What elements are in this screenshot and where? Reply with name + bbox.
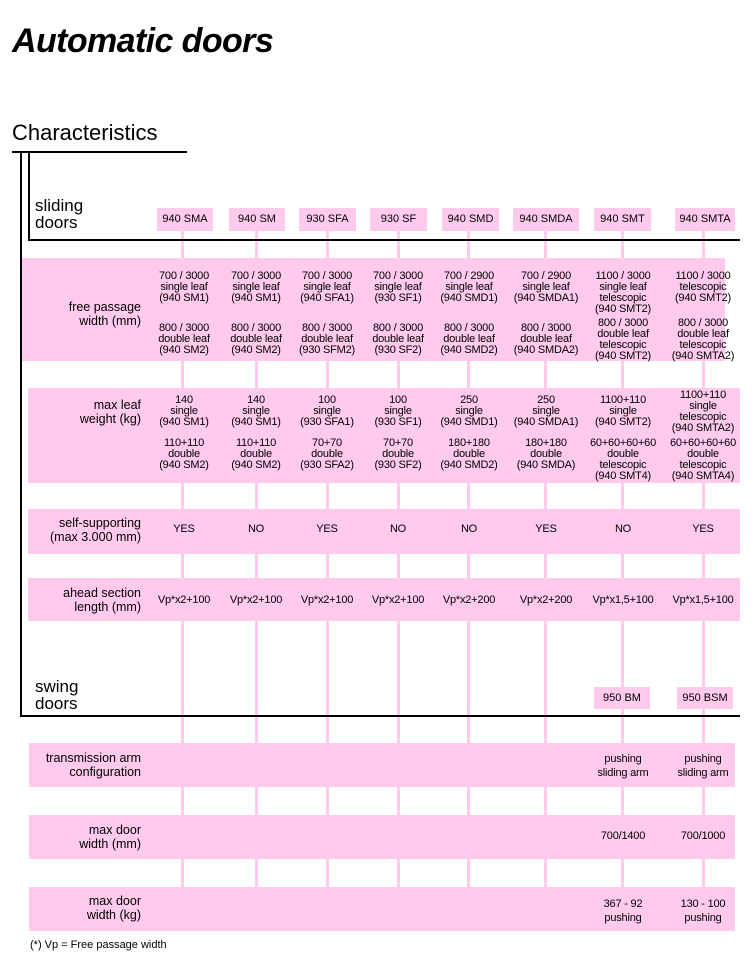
cell-leaf-weight-940-smta-double: 60+60+60+60 double telescopic (940 SMTA4): [669, 437, 736, 482]
model-header-940-smt: 940 SMT: [594, 208, 651, 231]
cell-transmission-arm-950-bm: pushing sliding arm: [597, 753, 649, 779]
cell-max-door-width-kg-950-bsm: 130 - 100 pushing: [680, 898, 726, 924]
cell-free-passage-930-sfa-single: 700 / 3000 single leaf (940 SFA1): [300, 270, 354, 304]
cell-leaf-weight-940-sm-double: 110+110 double (940 SM2): [231, 437, 281, 471]
cell-leaf-weight-940-smt-single: 1100+110 single (940 SMT2): [594, 394, 652, 428]
sliding-doors-label: sliding doors: [35, 196, 84, 232]
cell-self-supporting-930-sf: NO: [389, 523, 407, 535]
cell-free-passage-930-sf-double: 800 / 3000 double leaf (930 SF2): [372, 322, 424, 356]
row-label-max-door-width-kg: max door width (kg): [86, 894, 141, 922]
section-underline: [12, 151, 187, 153]
cell-leaf-weight-930-sf-double: 70+70 double (930 SF2): [374, 437, 422, 471]
cell-leaf-weight-940-smd-single: 250 single (940 SMD1): [440, 394, 498, 428]
model-header-940-smda: 940 SMDA: [513, 208, 579, 231]
cell-leaf-weight-940-sma-single: 140 single (940 SM1): [159, 394, 209, 428]
model-header-950-bm: 950 BM: [594, 687, 650, 709]
row-label-free-passage-width: free passage width (mm): [68, 300, 141, 328]
cell-transmission-arm-950-bsm: pushing sliding arm: [677, 753, 729, 779]
cell-max-door-width-kg-950-bm: 367 - 92 pushing: [603, 898, 643, 924]
cell-max-door-width-mm-950-bsm: 700/1000: [680, 830, 726, 842]
cell-free-passage-940-smd-double: 800 / 3000 double leaf (940 SMD2): [440, 322, 498, 356]
swing-bracket-horizontal-line: [20, 715, 740, 717]
swing-doors-label: swing doors: [35, 677, 79, 713]
model-header-940-sma: 940 SMA: [157, 208, 213, 231]
section-title: Characteristics: [12, 120, 158, 145]
cell-leaf-weight-940-smta-single: 1100+110 single telescopic (940 SMTA2): [671, 389, 735, 434]
cell-leaf-weight-930-sf-single: 100 single (930 SF1): [374, 394, 422, 428]
cell-leaf-weight-940-smda-single: 250 single (940 SMDA1): [513, 394, 579, 428]
model-header-950-bsm: 950 BSM: [677, 687, 733, 709]
row-label-self-supporting: self-supporting (max 3.000 mm): [50, 516, 141, 544]
cell-free-passage-940-smda-double: 800 / 3000 double leaf (940 SMDA2): [513, 322, 579, 356]
cell-free-passage-940-smta-single: 1100 / 3000 telescopic (940 SMT2): [674, 270, 732, 304]
cell-free-passage-940-sm-double: 800 / 3000 double leaf (940 SM2): [230, 322, 282, 356]
cell-ahead-section-930-sf: Vp*x2+100: [371, 594, 425, 606]
cell-ahead-section-940-sm: Vp*x2+100: [229, 594, 283, 606]
model-header-940-smd: 940 SMD: [442, 208, 499, 231]
cell-leaf-weight-930-sfa-single: 100 single (930 SFA1): [300, 394, 354, 428]
model-header-930-sf: 930 SF: [370, 208, 427, 231]
cell-self-supporting-940-sm: NO: [247, 523, 265, 535]
cell-free-passage-940-smt-single: 1100 / 3000 single leaf telescopic (940 SMT2): [594, 270, 652, 315]
page-title: Automatic doors: [12, 22, 274, 60]
cell-ahead-section-940-smta: Vp*x1,5+100: [672, 594, 734, 606]
cell-self-supporting-940-smd: NO: [460, 523, 478, 535]
cell-leaf-weight-940-smda-double: 180+180 double (940 SMDA): [516, 437, 576, 471]
outer-bracket-vertical-line: [20, 151, 22, 717]
model-header-940-sm: 940 SM: [229, 208, 285, 231]
cell-max-door-width-mm-950-bm: 700/1400: [600, 830, 646, 842]
cell-self-supporting-940-smta: YES: [692, 523, 714, 535]
cell-leaf-weight-940-smt-double: 60+60+60+60 double telescopic (940 SMT4): [589, 437, 656, 482]
cell-free-passage-940-smd-single: 700 / 2900 single leaf (940 SMD1): [440, 270, 498, 304]
row-label-max-door-width-mm: max door width (mm): [79, 823, 141, 851]
model-header-930-sfa: 930 SFA: [299, 208, 356, 231]
cell-free-passage-940-sm-single: 700 / 3000 single leaf (940 SM1): [231, 270, 281, 304]
cell-ahead-section-940-sma: Vp*x2+100: [157, 594, 211, 606]
cell-free-passage-940-smt-double: 800 / 3000 double leaf telescopic (940 SMT2): [594, 317, 652, 362]
footnote: (*) Vp = Free passage width: [30, 939, 167, 951]
row-label-ahead-section-length: ahead section length (mm): [63, 586, 141, 614]
cell-free-passage-940-smta-double: 800 / 3000 double leaf telescopic (940 SMTA2): [671, 317, 735, 362]
cell-free-passage-930-sfa-double: 800 / 3000 double leaf (930 SFM2): [298, 322, 356, 356]
cell-ahead-section-940-smd: Vp*x2+200: [442, 594, 496, 606]
cell-leaf-weight-940-smd-double: 180+180 double (940 SMD2): [440, 437, 498, 471]
cell-self-supporting-940-smda: YES: [535, 523, 557, 535]
cell-free-passage-940-sma-double: 800 / 3000 double leaf (940 SM2): [158, 322, 210, 356]
cell-self-supporting-940-smt: NO: [614, 523, 632, 535]
sliding-bracket-vertical-line: [28, 151, 30, 241]
cell-free-passage-940-smda-single: 700 / 2900 single leaf (940 SMDA1): [513, 270, 579, 304]
cell-leaf-weight-940-sm-single: 140 single (940 SM1): [231, 394, 281, 428]
cell-ahead-section-930-sfa: Vp*x2+100: [300, 594, 354, 606]
row-label-max-leaf-weight: max leaf weight (kg): [79, 398, 141, 426]
cell-leaf-weight-940-sma-double: 110+110 double (940 SM2): [159, 437, 209, 471]
cell-free-passage-940-sma-single: 700 / 3000 single leaf (940 SM1): [159, 270, 209, 304]
cell-ahead-section-940-smda: Vp*x2+200: [519, 594, 573, 606]
model-header-940-smta: 940 SMTA: [675, 208, 735, 231]
row-label-transmission-arm: transmission arm configuration: [45, 751, 141, 779]
cell-self-supporting-940-sma: YES: [173, 523, 195, 535]
sliding-bracket-horizontal-line: [28, 239, 740, 241]
cell-leaf-weight-930-sfa-double: 70+70 double (930 SFA2): [300, 437, 354, 471]
cell-free-passage-930-sf-single: 700 / 3000 single leaf (930 SF1): [373, 270, 423, 304]
cell-self-supporting-930-sfa: YES: [316, 523, 338, 535]
cell-ahead-section-940-smt: Vp*x1,5+100: [592, 594, 654, 606]
